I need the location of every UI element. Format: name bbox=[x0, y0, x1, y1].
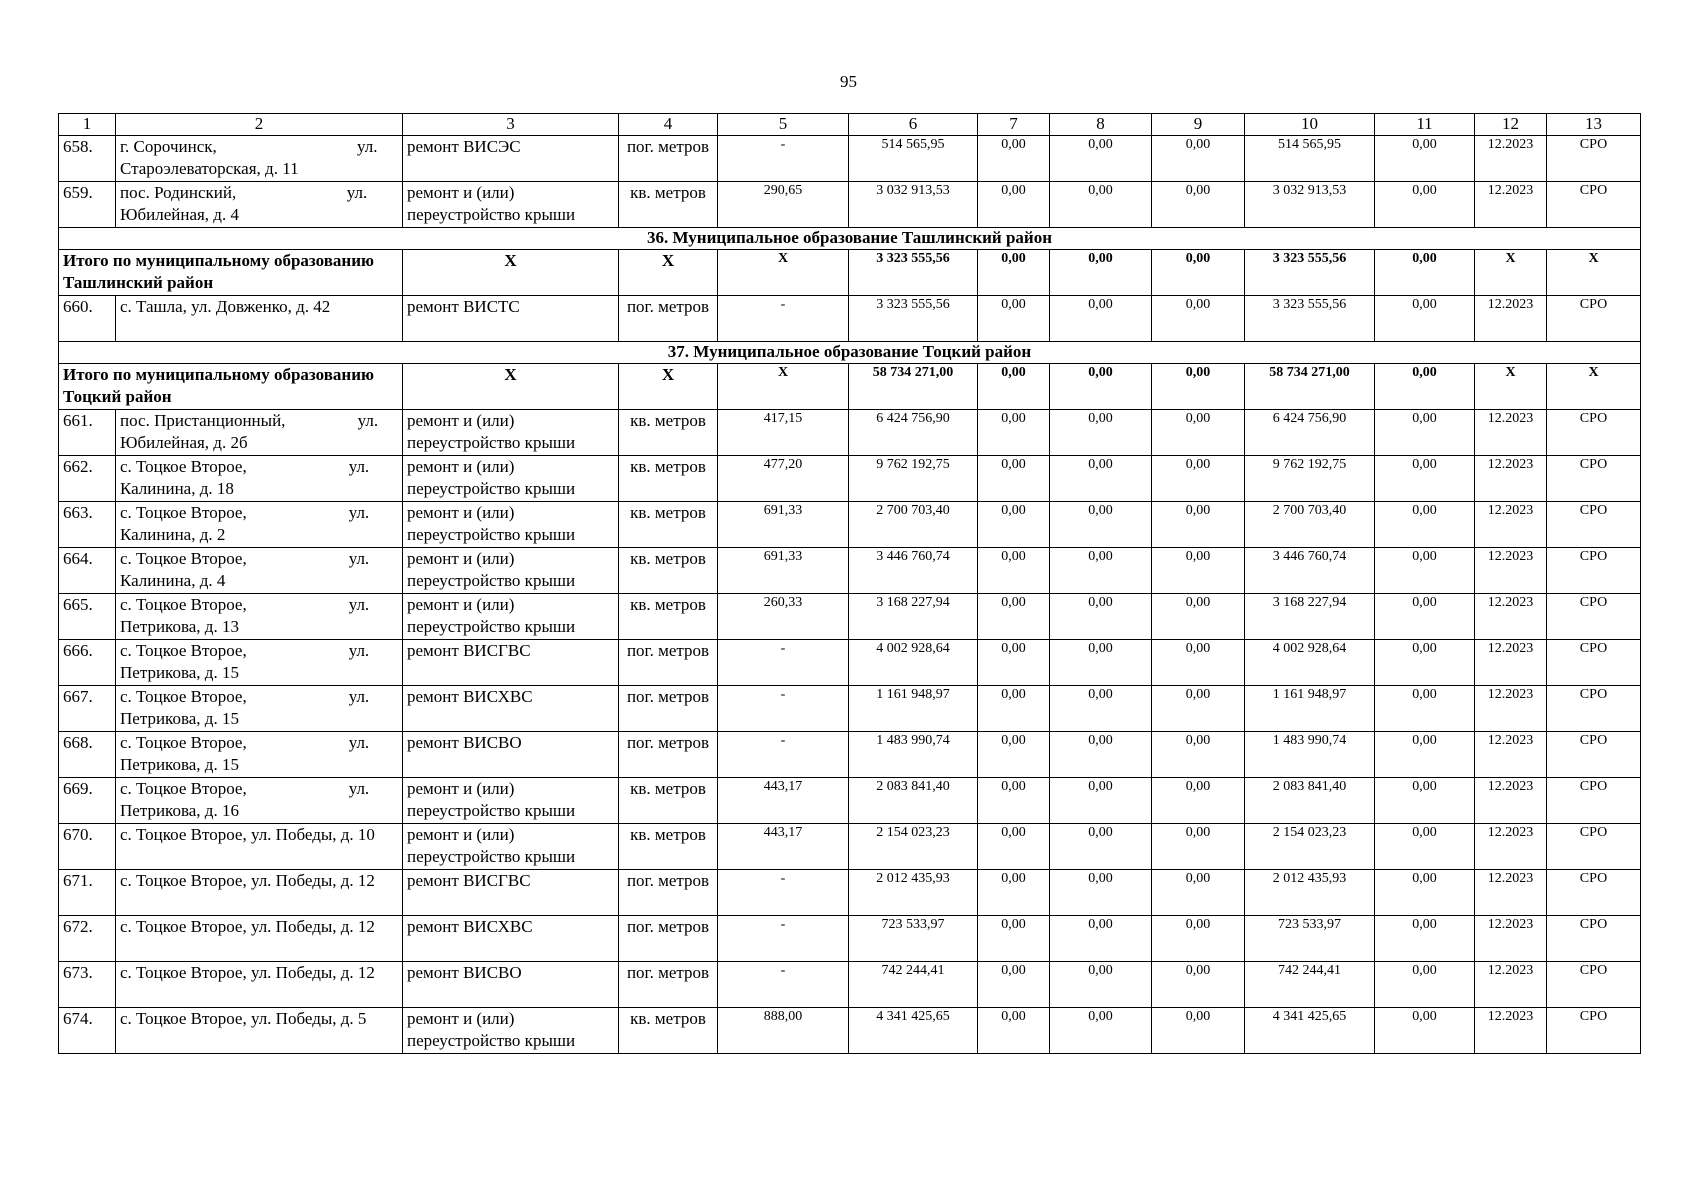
column-header: 8 bbox=[1050, 114, 1152, 136]
total-cell-4: Х bbox=[619, 250, 718, 296]
value-cell-5: - bbox=[718, 686, 849, 732]
column-header: 2 bbox=[116, 114, 403, 136]
table-row bbox=[59, 778, 1641, 824]
total-cell-13: Х bbox=[1547, 250, 1641, 296]
value-cell-11: 0,00 bbox=[1375, 916, 1475, 962]
value-cell-6: 742 244,41 bbox=[849, 962, 978, 1008]
value-cell-12: 12.2023 bbox=[1475, 686, 1547, 732]
table-row bbox=[59, 962, 1641, 1008]
value-cell-8: 0,00 bbox=[1050, 916, 1152, 962]
value-cell-11: 0,00 bbox=[1375, 824, 1475, 870]
value-cell-7: 0,00 bbox=[978, 296, 1050, 342]
value-cell-11: 0,00 bbox=[1375, 732, 1475, 778]
address-cell: с. Тоцкое Второе, ул. Калинина, д. 4 bbox=[116, 548, 403, 594]
address-cell: пос. Пристанционный, ул. Юбилейная, д. 2б bbox=[116, 410, 403, 456]
repair-schedule-table bbox=[58, 113, 1641, 1054]
unit-cell: пог. метров bbox=[619, 136, 718, 182]
address-cell: с. Тоцкое Второе, ул. Победы, д. 12 bbox=[116, 962, 403, 1008]
value-cell-13: СРО bbox=[1547, 548, 1641, 594]
unit-cell: кв. метров bbox=[619, 594, 718, 640]
column-header: 1 bbox=[59, 114, 116, 136]
table-row bbox=[59, 824, 1641, 870]
table-row bbox=[59, 456, 1641, 502]
total-row bbox=[59, 250, 1641, 296]
value-cell-6: 723 533,97 bbox=[849, 916, 978, 962]
value-cell-12: 12.2023 bbox=[1475, 824, 1547, 870]
value-cell-12: 12.2023 bbox=[1475, 594, 1547, 640]
value-cell-6: 1 161 948,97 bbox=[849, 686, 978, 732]
value-cell-13: СРО bbox=[1547, 778, 1641, 824]
value-cell-9: 0,00 bbox=[1152, 916, 1245, 962]
column-header: 5 bbox=[718, 114, 849, 136]
value-cell-13: СРО bbox=[1547, 502, 1641, 548]
address-cell: г. Сорочинск, ул. Староэлеваторская, д. 11 bbox=[116, 136, 403, 182]
total-cell-8: 0,00 bbox=[1050, 364, 1152, 410]
unit-cell: пог. метров bbox=[619, 686, 718, 732]
total-cell-5: Х bbox=[718, 250, 849, 296]
value-cell-12: 12.2023 bbox=[1475, 916, 1547, 962]
value-cell-6: 2 700 703,40 bbox=[849, 502, 978, 548]
value-cell-10: 742 244,41 bbox=[1245, 962, 1375, 1008]
value-cell-8: 0,00 bbox=[1050, 870, 1152, 916]
value-cell-5: - bbox=[718, 962, 849, 1008]
value-cell-7: 0,00 bbox=[978, 594, 1050, 640]
value-cell-13: СРО bbox=[1547, 870, 1641, 916]
address-cell: с. Ташла, ул. Довженко, д. 42 bbox=[116, 296, 403, 342]
row-number: 659. bbox=[59, 182, 116, 228]
unit-cell: кв. метров bbox=[619, 824, 718, 870]
value-cell-12: 12.2023 bbox=[1475, 296, 1547, 342]
value-cell-5: 443,17 bbox=[718, 824, 849, 870]
table-row bbox=[59, 640, 1641, 686]
value-cell-8: 0,00 bbox=[1050, 182, 1152, 228]
value-cell-9: 0,00 bbox=[1152, 296, 1245, 342]
value-cell-6: 3 323 555,56 bbox=[849, 296, 978, 342]
row-number: 669. bbox=[59, 778, 116, 824]
total-cell-7: 0,00 bbox=[978, 364, 1050, 410]
unit-cell: пог. метров bbox=[619, 296, 718, 342]
table-row bbox=[59, 548, 1641, 594]
work-type-cell: ремонт и (или) переустройство крыши bbox=[403, 824, 619, 870]
value-cell-6: 3 032 913,53 bbox=[849, 182, 978, 228]
table-row bbox=[59, 410, 1641, 456]
column-header: 12 bbox=[1475, 114, 1547, 136]
value-cell-12: 12.2023 bbox=[1475, 182, 1547, 228]
value-cell-11: 0,00 bbox=[1375, 686, 1475, 732]
unit-cell: пог. метров bbox=[619, 870, 718, 916]
total-cell-12: Х bbox=[1475, 364, 1547, 410]
value-cell-10: 2 700 703,40 bbox=[1245, 502, 1375, 548]
unit-cell: кв. метров bbox=[619, 456, 718, 502]
unit-cell: пог. метров bbox=[619, 732, 718, 778]
unit-cell: кв. метров bbox=[619, 548, 718, 594]
value-cell-9: 0,00 bbox=[1152, 962, 1245, 1008]
value-cell-5: - bbox=[718, 640, 849, 686]
work-type-cell: ремонт и (или) переустройство крыши bbox=[403, 778, 619, 824]
unit-cell: кв. метров bbox=[619, 1008, 718, 1054]
value-cell-5: - bbox=[718, 916, 849, 962]
value-cell-12: 12.2023 bbox=[1475, 136, 1547, 182]
value-cell-10: 2 083 841,40 bbox=[1245, 778, 1375, 824]
value-cell-8: 0,00 bbox=[1050, 640, 1152, 686]
value-cell-11: 0,00 bbox=[1375, 410, 1475, 456]
value-cell-8: 0,00 bbox=[1050, 502, 1152, 548]
table-row bbox=[59, 732, 1641, 778]
value-cell-9: 0,00 bbox=[1152, 870, 1245, 916]
value-cell-9: 0,00 bbox=[1152, 136, 1245, 182]
work-type-cell: ремонт ВИСЭС bbox=[403, 136, 619, 182]
value-cell-5: 888,00 bbox=[718, 1008, 849, 1054]
value-cell-9: 0,00 bbox=[1152, 410, 1245, 456]
work-type-cell: ремонт и (или) переустройство крыши bbox=[403, 502, 619, 548]
value-cell-6: 3 446 760,74 bbox=[849, 548, 978, 594]
total-label: Итого по муниципальному образованию Ташлинский район bbox=[59, 250, 403, 296]
value-cell-7: 0,00 bbox=[978, 686, 1050, 732]
unit-cell: кв. метров bbox=[619, 410, 718, 456]
value-cell-12: 12.2023 bbox=[1475, 640, 1547, 686]
value-cell-6: 2 012 435,93 bbox=[849, 870, 978, 916]
value-cell-13: СРО bbox=[1547, 410, 1641, 456]
unit-cell: пог. метров bbox=[619, 916, 718, 962]
value-cell-8: 0,00 bbox=[1050, 594, 1152, 640]
total-cell-11: 0,00 bbox=[1375, 364, 1475, 410]
total-cell-8: 0,00 bbox=[1050, 250, 1152, 296]
work-type-cell: ремонт ВИСХВС bbox=[403, 916, 619, 962]
total-cell-12: Х bbox=[1475, 250, 1547, 296]
section-heading-row bbox=[59, 342, 1641, 364]
value-cell-11: 0,00 bbox=[1375, 456, 1475, 502]
value-cell-9: 0,00 bbox=[1152, 824, 1245, 870]
work-type-cell: ремонт ВИСТС bbox=[403, 296, 619, 342]
work-type-cell: ремонт и (или) переустройство крыши bbox=[403, 456, 619, 502]
value-cell-11: 0,00 bbox=[1375, 594, 1475, 640]
value-cell-5: 443,17 bbox=[718, 778, 849, 824]
value-cell-5: - bbox=[718, 136, 849, 182]
value-cell-11: 0,00 bbox=[1375, 870, 1475, 916]
total-row bbox=[59, 364, 1641, 410]
value-cell-7: 0,00 bbox=[978, 410, 1050, 456]
row-number: 673. bbox=[59, 962, 116, 1008]
value-cell-10: 2 012 435,93 bbox=[1245, 870, 1375, 916]
value-cell-7: 0,00 bbox=[978, 824, 1050, 870]
row-number: 662. bbox=[59, 456, 116, 502]
address-cell: с. Тоцкое Второе, ул. Победы, д. 10 bbox=[116, 824, 403, 870]
row-number: 667. bbox=[59, 686, 116, 732]
value-cell-8: 0,00 bbox=[1050, 296, 1152, 342]
value-cell-9: 0,00 bbox=[1152, 1008, 1245, 1054]
value-cell-7: 0,00 bbox=[978, 136, 1050, 182]
address-cell: с. Тоцкое Второе, ул. Калинина, д. 18 bbox=[116, 456, 403, 502]
value-cell-10: 4 341 425,65 bbox=[1245, 1008, 1375, 1054]
value-cell-11: 0,00 bbox=[1375, 548, 1475, 594]
value-cell-9: 0,00 bbox=[1152, 182, 1245, 228]
unit-cell: кв. метров bbox=[619, 502, 718, 548]
table-row bbox=[59, 1008, 1641, 1054]
column-header: 3 bbox=[403, 114, 619, 136]
column-header: 4 bbox=[619, 114, 718, 136]
row-number: 674. bbox=[59, 1008, 116, 1054]
value-cell-11: 0,00 bbox=[1375, 296, 1475, 342]
value-cell-8: 0,00 bbox=[1050, 778, 1152, 824]
value-cell-7: 0,00 bbox=[978, 870, 1050, 916]
value-cell-13: СРО bbox=[1547, 182, 1641, 228]
address-cell: с. Тоцкое Второе, ул. Победы, д. 12 bbox=[116, 916, 403, 962]
value-cell-8: 0,00 bbox=[1050, 824, 1152, 870]
value-cell-11: 0,00 bbox=[1375, 640, 1475, 686]
header-row bbox=[59, 114, 1641, 136]
value-cell-13: СРО bbox=[1547, 916, 1641, 962]
column-header: 6 bbox=[849, 114, 978, 136]
value-cell-8: 0,00 bbox=[1050, 548, 1152, 594]
table-row bbox=[59, 182, 1641, 228]
value-cell-11: 0,00 bbox=[1375, 1008, 1475, 1054]
value-cell-12: 12.2023 bbox=[1475, 410, 1547, 456]
address-cell: с. Тоцкое Второе, ул. Петрикова, д. 15 bbox=[116, 686, 403, 732]
address-cell: с. Тоцкое Второе, ул. Петрикова, д. 15 bbox=[116, 732, 403, 778]
value-cell-10: 3 032 913,53 bbox=[1245, 182, 1375, 228]
row-number: 671. bbox=[59, 870, 116, 916]
value-cell-6: 3 168 227,94 bbox=[849, 594, 978, 640]
column-header: 11 bbox=[1375, 114, 1475, 136]
row-number: 665. bbox=[59, 594, 116, 640]
value-cell-8: 0,00 bbox=[1050, 410, 1152, 456]
value-cell-13: СРО bbox=[1547, 136, 1641, 182]
column-header: 9 bbox=[1152, 114, 1245, 136]
work-type-cell: ремонт ВИСХВС bbox=[403, 686, 619, 732]
row-number: 666. bbox=[59, 640, 116, 686]
work-type-cell: ремонт и (или) переустройство крыши bbox=[403, 410, 619, 456]
value-cell-11: 0,00 bbox=[1375, 182, 1475, 228]
value-cell-10: 3 446 760,74 bbox=[1245, 548, 1375, 594]
value-cell-5: - bbox=[718, 732, 849, 778]
value-cell-5: 477,20 bbox=[718, 456, 849, 502]
value-cell-9: 0,00 bbox=[1152, 502, 1245, 548]
value-cell-8: 0,00 bbox=[1050, 456, 1152, 502]
value-cell-9: 0,00 bbox=[1152, 594, 1245, 640]
value-cell-12: 12.2023 bbox=[1475, 548, 1547, 594]
value-cell-9: 0,00 bbox=[1152, 732, 1245, 778]
table-row bbox=[59, 594, 1641, 640]
value-cell-7: 0,00 bbox=[978, 640, 1050, 686]
value-cell-13: СРО bbox=[1547, 732, 1641, 778]
total-cell-13: Х bbox=[1547, 364, 1641, 410]
total-cell-5: Х bbox=[718, 364, 849, 410]
value-cell-5: - bbox=[718, 870, 849, 916]
value-cell-6: 4 002 928,64 bbox=[849, 640, 978, 686]
value-cell-10: 9 762 192,75 bbox=[1245, 456, 1375, 502]
value-cell-10: 514 565,95 bbox=[1245, 136, 1375, 182]
table-row bbox=[59, 296, 1641, 342]
value-cell-12: 12.2023 bbox=[1475, 962, 1547, 1008]
table-row bbox=[59, 686, 1641, 732]
work-type-cell: ремонт и (или) переустройство крыши bbox=[403, 182, 619, 228]
value-cell-12: 12.2023 bbox=[1475, 870, 1547, 916]
value-cell-11: 0,00 bbox=[1375, 962, 1475, 1008]
value-cell-12: 12.2023 bbox=[1475, 732, 1547, 778]
value-cell-9: 0,00 bbox=[1152, 456, 1245, 502]
table-row bbox=[59, 870, 1641, 916]
value-cell-10: 723 533,97 bbox=[1245, 916, 1375, 962]
value-cell-5: 260,33 bbox=[718, 594, 849, 640]
value-cell-10: 6 424 756,90 bbox=[1245, 410, 1375, 456]
address-cell: пос. Родинский, ул. Юбилейная, д. 4 bbox=[116, 182, 403, 228]
value-cell-10: 1 483 990,74 bbox=[1245, 732, 1375, 778]
total-cell-6: 58 734 271,00 bbox=[849, 364, 978, 410]
value-cell-6: 1 483 990,74 bbox=[849, 732, 978, 778]
value-cell-10: 4 002 928,64 bbox=[1245, 640, 1375, 686]
value-cell-8: 0,00 bbox=[1050, 1008, 1152, 1054]
total-cell-7: 0,00 bbox=[978, 250, 1050, 296]
section-heading-row bbox=[59, 228, 1641, 250]
work-type-cell: ремонт и (или) переустройство крыши bbox=[403, 1008, 619, 1054]
value-cell-10: 2 154 023,23 bbox=[1245, 824, 1375, 870]
value-cell-9: 0,00 bbox=[1152, 548, 1245, 594]
total-cell-9: 0,00 bbox=[1152, 250, 1245, 296]
total-cell-9: 0,00 bbox=[1152, 364, 1245, 410]
work-type-cell: ремонт ВИСВО bbox=[403, 732, 619, 778]
unit-cell: пог. метров bbox=[619, 640, 718, 686]
total-cell-11: 0,00 bbox=[1375, 250, 1475, 296]
value-cell-7: 0,00 bbox=[978, 502, 1050, 548]
value-cell-5: 691,33 bbox=[718, 502, 849, 548]
unit-cell: пог. метров bbox=[619, 962, 718, 1008]
value-cell-6: 2 154 023,23 bbox=[849, 824, 978, 870]
value-cell-12: 12.2023 bbox=[1475, 456, 1547, 502]
value-cell-7: 0,00 bbox=[978, 456, 1050, 502]
table-row bbox=[59, 136, 1641, 182]
work-type-cell: ремонт ВИСГВС bbox=[403, 870, 619, 916]
value-cell-13: СРО bbox=[1547, 640, 1641, 686]
value-cell-7: 0,00 bbox=[978, 1008, 1050, 1054]
work-type-cell: ремонт ВИСВО bbox=[403, 962, 619, 1008]
total-cell-10: 3 323 555,56 bbox=[1245, 250, 1375, 296]
value-cell-5: 417,15 bbox=[718, 410, 849, 456]
value-cell-12: 12.2023 bbox=[1475, 1008, 1547, 1054]
value-cell-7: 0,00 bbox=[978, 916, 1050, 962]
value-cell-6: 2 083 841,40 bbox=[849, 778, 978, 824]
total-cell-3: Х bbox=[403, 250, 619, 296]
row-number: 668. bbox=[59, 732, 116, 778]
row-number: 672. bbox=[59, 916, 116, 962]
value-cell-10: 1 161 948,97 bbox=[1245, 686, 1375, 732]
value-cell-6: 514 565,95 bbox=[849, 136, 978, 182]
unit-cell: кв. метров bbox=[619, 778, 718, 824]
value-cell-9: 0,00 bbox=[1152, 778, 1245, 824]
value-cell-8: 0,00 bbox=[1050, 686, 1152, 732]
section-title: 36. Муниципальное образование Ташлинский район bbox=[59, 228, 1641, 250]
work-type-cell: ремонт и (или) переустройство крыши bbox=[403, 594, 619, 640]
value-cell-12: 12.2023 bbox=[1475, 502, 1547, 548]
value-cell-5: - bbox=[718, 296, 849, 342]
row-number: 658. bbox=[59, 136, 116, 182]
work-type-cell: ремонт и (или) переустройство крыши bbox=[403, 548, 619, 594]
work-type-cell: ремонт ВИСГВС bbox=[403, 640, 619, 686]
value-cell-5: 290,65 bbox=[718, 182, 849, 228]
address-cell: с. Тоцкое Второе, ул. Петрикова, д. 15 bbox=[116, 640, 403, 686]
address-cell: с. Тоцкое Второе, ул. Калинина, д. 2 bbox=[116, 502, 403, 548]
row-number: 664. bbox=[59, 548, 116, 594]
value-cell-8: 0,00 bbox=[1050, 136, 1152, 182]
table-row bbox=[59, 916, 1641, 962]
total-cell-10: 58 734 271,00 bbox=[1245, 364, 1375, 410]
value-cell-8: 0,00 bbox=[1050, 962, 1152, 1008]
address-cell: с. Тоцкое Второе, ул. Петрикова, д. 13 bbox=[116, 594, 403, 640]
value-cell-7: 0,00 bbox=[978, 548, 1050, 594]
table-body bbox=[59, 114, 1641, 1054]
value-cell-13: СРО bbox=[1547, 456, 1641, 502]
value-cell-11: 0,00 bbox=[1375, 136, 1475, 182]
value-cell-9: 0,00 bbox=[1152, 640, 1245, 686]
value-cell-9: 0,00 bbox=[1152, 686, 1245, 732]
address-cell: с. Тоцкое Второе, ул. Победы, д. 12 bbox=[116, 870, 403, 916]
column-header: 10 bbox=[1245, 114, 1375, 136]
total-cell-4: Х bbox=[619, 364, 718, 410]
address-cell: с. Тоцкое Второе, ул. Петрикова, д. 16 bbox=[116, 778, 403, 824]
value-cell-13: СРО bbox=[1547, 962, 1641, 1008]
value-cell-13: СРО bbox=[1547, 296, 1641, 342]
row-number: 661. bbox=[59, 410, 116, 456]
value-cell-12: 12.2023 bbox=[1475, 778, 1547, 824]
value-cell-6: 9 762 192,75 bbox=[849, 456, 978, 502]
row-number: 660. bbox=[59, 296, 116, 342]
page-number: 95 bbox=[840, 72, 857, 91]
value-cell-13: СРО bbox=[1547, 594, 1641, 640]
address-cell: с. Тоцкое Второе, ул. Победы, д. 5 bbox=[116, 1008, 403, 1054]
column-header: 13 bbox=[1547, 114, 1641, 136]
column-header: 7 bbox=[978, 114, 1050, 136]
value-cell-10: 3 168 227,94 bbox=[1245, 594, 1375, 640]
table-row bbox=[59, 502, 1641, 548]
value-cell-10: 3 323 555,56 bbox=[1245, 296, 1375, 342]
value-cell-7: 0,00 bbox=[978, 962, 1050, 1008]
total-label: Итого по муниципальному образованию Тоцкий район bbox=[59, 364, 403, 410]
value-cell-7: 0,00 bbox=[978, 182, 1050, 228]
section-title: 37. Муниципальное образование Тоцкий район bbox=[59, 342, 1641, 364]
row-number: 663. bbox=[59, 502, 116, 548]
total-cell-3: Х bbox=[403, 364, 619, 410]
value-cell-6: 6 424 756,90 bbox=[849, 410, 978, 456]
value-cell-7: 0,00 bbox=[978, 732, 1050, 778]
total-cell-6: 3 323 555,56 bbox=[849, 250, 978, 296]
value-cell-7: 0,00 bbox=[978, 778, 1050, 824]
value-cell-11: 0,00 bbox=[1375, 502, 1475, 548]
value-cell-6: 4 341 425,65 bbox=[849, 1008, 978, 1054]
value-cell-13: СРО bbox=[1547, 686, 1641, 732]
value-cell-13: СРО bbox=[1547, 824, 1641, 870]
value-cell-11: 0,00 bbox=[1375, 778, 1475, 824]
unit-cell: кв. метров bbox=[619, 182, 718, 228]
value-cell-13: СРО bbox=[1547, 1008, 1641, 1054]
value-cell-5: 691,33 bbox=[718, 548, 849, 594]
row-number: 670. bbox=[59, 824, 116, 870]
value-cell-8: 0,00 bbox=[1050, 732, 1152, 778]
